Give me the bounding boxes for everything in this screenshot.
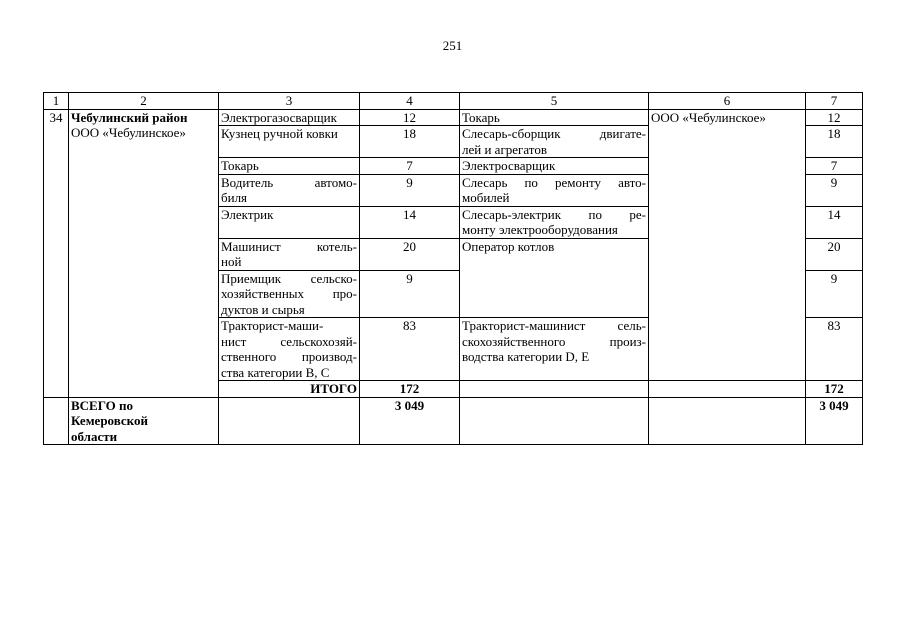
header-row [44,93,863,110]
profession-a-line: нист сельскохозяй- [221,333,357,349]
profession-b [460,318,649,381]
header-cell: 4 [360,93,460,110]
profession-a-line: ной [221,254,242,269]
profession-a: Электрогазосварщик [219,109,360,126]
profession-b: Оператор котлов [460,238,649,318]
profession-a-line: Тракторист-маши- [221,318,324,333]
profession-b-line: водства категории D, E [462,349,590,364]
header-cell: 7 [806,93,863,110]
profession-b-line: лей и агрегатов [462,141,547,157]
profession-b-line: Слесарь-сборщик двигате- [462,126,646,141]
profession-b-line: Слесарь-электрик по ре- [462,206,646,222]
empty-cell [219,397,360,445]
profession-b-line: скохозяйственного произ- [462,333,646,349]
total-row [44,397,863,445]
count-b: 9 [806,270,863,318]
empty-cell [460,381,649,398]
count-a: 83 [360,318,460,381]
district-name: Чебулинский район [71,109,188,125]
empty-cell [649,381,806,398]
profession-a: Электрик [219,206,360,238]
count-a: 18 [360,126,460,158]
count-a: 7 [360,158,460,175]
empty-cell [649,397,806,445]
itogo-count-a: 172 [360,381,460,398]
count-b: 18 [806,126,863,158]
itogo-label: ИТОГО [219,381,360,398]
total-label-line: области [71,428,118,444]
total-label-line: Кемеровской [71,413,148,428]
empty-cell [44,397,69,445]
count-a: 14 [360,206,460,238]
header-cell: 3 [219,93,360,110]
count-b: 20 [806,238,863,270]
profession-a-line: ственного производ- [221,349,357,364]
profession-b: Электросварщик [460,158,649,175]
count-a: 9 [360,270,460,318]
count-b: 14 [806,206,863,238]
profession-b-line: Тракторист-машинист сель- [462,318,646,333]
count-a: 9 [360,174,460,206]
count-b: 83 [806,318,863,381]
employer-cell: ООО «Чебулинское» [649,109,806,381]
profession-b [460,206,649,238]
profession-b [460,126,649,158]
header-cell: 5 [460,93,649,110]
profession-a-line: Водитель автомо- [221,174,357,190]
profession-a-line: Машинист котель- [221,238,357,254]
row-number: 34 [44,109,69,397]
profession-b-line: мобилей [462,190,510,205]
count-b: 7 [806,158,863,175]
profession-a-line: ства категории В, С [221,364,330,380]
header-cell: 1 [44,93,69,110]
profession-a-line: дуктов и сырья [221,301,305,317]
itogo-count-b: 172 [806,381,863,398]
count-b: 9 [806,174,863,206]
profession-b-line: Слесарь по ремонту авто- [462,174,646,190]
empty-cell [460,397,649,445]
page-number: 251 [442,38,463,53]
total-label-line: ВСЕГО по [71,397,134,413]
total-label [69,397,219,445]
table-row [44,109,863,126]
profession-a-line: Приемщик сельско- [221,270,357,286]
profession-a [219,174,360,206]
profession-a [219,318,360,381]
profession-b: Токарь [460,109,649,126]
profession-a [219,270,360,318]
count-b: 12 [806,109,863,126]
total-count-b: 3 049 [806,397,863,445]
header-cell: 6 [649,93,806,110]
count-a: 20 [360,238,460,270]
profession-a-line: хозяйственных про- [221,286,357,301]
profession-a [219,238,360,270]
profession-a: Кузнец ручной ковки [219,126,360,158]
profession-a: Токарь [219,158,360,175]
count-a: 12 [360,109,460,126]
district-cell [69,109,219,397]
profession-b-line: монту электрооборудования [462,222,618,237]
profession-b [460,174,649,206]
profession-a-line: биля [221,190,248,205]
organization-name: ООО «Чебулинское» [71,125,186,140]
total-count-a: 3 049 [360,397,460,445]
vacancy-table [43,92,863,445]
header-cell: 2 [69,93,219,110]
